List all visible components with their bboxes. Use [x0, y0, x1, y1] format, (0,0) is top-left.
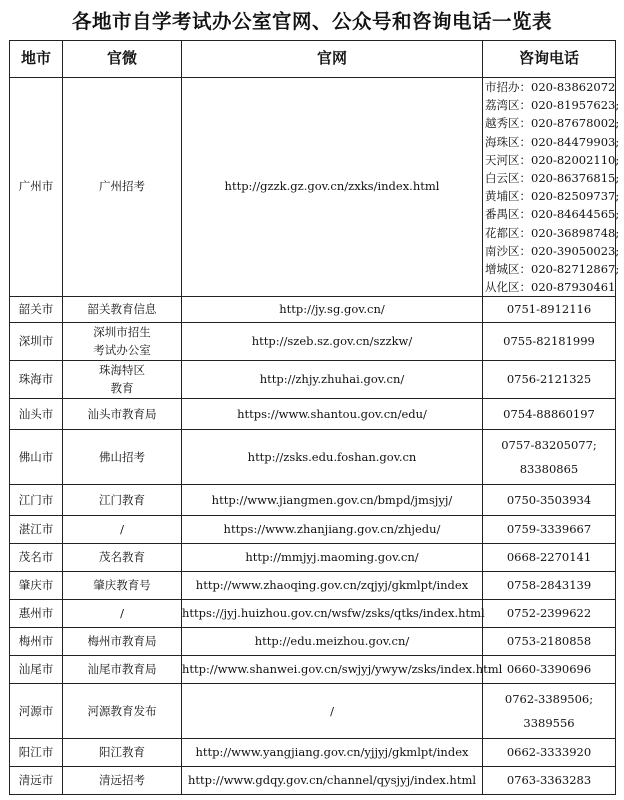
table-row [10, 297, 616, 323]
website-link[interactable]: http://szeb.sz.gov.cn/szzkw/ [182, 323, 483, 361]
city-cell: 佛山市 [10, 430, 63, 485]
wechat-line: 汕头市教育局 [87, 406, 157, 421]
table-row [10, 628, 616, 656]
city-cell: 河源市 [10, 684, 63, 739]
district-phone: 荔湾区：020-81957623; [485, 98, 620, 113]
wechat-cell [63, 430, 182, 485]
city-cell: 汕尾市 [10, 656, 63, 684]
website-link[interactable]: http://gzzk.gz.gov.cn/zxks/index.html [182, 78, 483, 297]
district-phone: 海珠区：020-84479903; [485, 134, 620, 149]
city-cell: 肇庆市 [10, 572, 63, 600]
district-phone: 市招办：020-83862072 [485, 80, 616, 94]
contact-table [9, 40, 620, 795]
wechat-line: 阳江教育 [99, 745, 145, 760]
phone-cell [483, 600, 616, 628]
wechat-cell [63, 600, 182, 628]
wechat-cell [63, 656, 182, 684]
wechat-line: 深圳市招生 [93, 325, 151, 340]
phone-cell [483, 684, 616, 739]
wechat-line: 河源教育发布 [87, 703, 157, 718]
city-cell: 阳江市 [10, 739, 63, 767]
table-row [10, 600, 616, 628]
website-link[interactable]: http://www.zhaoqing.gov.cn/zqjyj/gkmlpt/index [182, 572, 483, 600]
wechat-cell [63, 361, 182, 399]
wechat-cell [63, 399, 182, 430]
wechat-line: 江门教育 [99, 492, 145, 507]
district-phone: 增城区：020-82712867; [485, 262, 620, 277]
wechat-line: / [120, 606, 124, 621]
district-phone: 越秀区：020-87678002; [485, 116, 620, 131]
wechat-cell [63, 297, 182, 323]
phone-line: 0752-2399622 [506, 606, 592, 621]
website-link: / [182, 684, 483, 739]
website-link[interactable]: http://edu.meizhou.gov.cn/ [182, 628, 483, 656]
header-city: 地市 [10, 41, 63, 78]
table-row [10, 684, 616, 739]
wechat-cell [63, 684, 182, 739]
district-phone: 白云区：020-86376815; [485, 171, 620, 186]
phone-line: 0754-88860197 [503, 406, 595, 421]
website-link[interactable]: http://www.jiangmen.gov.cn/bmpd/jmsjyj/ [182, 485, 483, 516]
wechat-cell [63, 323, 182, 361]
header-row [10, 41, 616, 78]
phone-line: 0660-3390696 [506, 662, 592, 677]
phone-line: 0668-2270141 [506, 550, 592, 565]
wechat-cell [63, 628, 182, 656]
website-link[interactable]: https://www.shantou.gov.cn/edu/ [182, 399, 483, 430]
city-cell: 深圳市 [10, 323, 63, 361]
table-row [10, 361, 616, 399]
phone-cell [483, 361, 616, 399]
city-cell: 惠州市 [10, 600, 63, 628]
district-phone-list [483, 78, 620, 296]
phone-cell [483, 739, 616, 767]
table-row [10, 430, 616, 485]
phone-line: 0662-3333920 [506, 745, 592, 760]
wechat-line: 汕尾市教育局 [87, 662, 157, 677]
wechat-cell [63, 572, 182, 600]
phone-cell [483, 399, 616, 430]
phone-line: 83380865 [519, 462, 579, 477]
table-row [10, 656, 616, 684]
website-link[interactable]: http://jy.sg.gov.cn/ [182, 297, 483, 323]
table-row [10, 485, 616, 516]
district-phone: 黄埔区：020-82509737; [485, 189, 620, 204]
website-link[interactable]: http://www.yangjiang.gov.cn/yjjyj/gkmlpt/index [182, 739, 483, 767]
wechat-cell: 广州招考 [63, 78, 182, 297]
phone-cell [483, 78, 620, 297]
city-cell: 茂名市 [10, 544, 63, 572]
phone-cell [483, 485, 616, 516]
city-cell: 江门市 [10, 485, 63, 516]
wechat-line: 韶关教育信息 [87, 302, 157, 317]
district-phone: 从化区：020-87930461 [485, 280, 616, 295]
phone-line: 0751-8912116 [506, 302, 592, 317]
city-cell: 清远市 [10, 767, 63, 795]
city-cell: 汕头市 [10, 399, 63, 430]
city-cell: 珠海市 [10, 361, 63, 399]
wechat-cell [63, 767, 182, 795]
table-row [10, 544, 616, 572]
phone-line: 0756-2121325 [506, 372, 592, 387]
phone-cell [483, 572, 616, 600]
table-row [10, 516, 616, 544]
city-cell: 梅州市 [10, 628, 63, 656]
table-row [10, 399, 616, 430]
table-row-guangzhou [10, 78, 616, 297]
header-wechat: 官微 [63, 41, 182, 78]
phone-line: 0757-83205077; [501, 438, 597, 453]
city-cell: 广州市 [10, 78, 63, 297]
wechat-line: 考试办公室 [93, 342, 151, 357]
phone-line: 0762-3389506; [504, 692, 594, 707]
website-link[interactable]: http://zhjy.zhuhai.gov.cn/ [182, 361, 483, 399]
website-link[interactable]: http://mmjyj.maoming.gov.cn/ [182, 544, 483, 572]
phone-cell [483, 628, 616, 656]
phone-cell [483, 516, 616, 544]
header-phone: 咨询电话 [483, 41, 616, 78]
district-phone: 天河区：020-82002110; [485, 152, 620, 167]
phone-cell [483, 767, 616, 795]
wechat-line: 珠海特区 [99, 363, 145, 378]
district-phone: 番禺区：020-84644565; [485, 207, 620, 222]
website-link[interactable]: https://www.zhanjiang.gov.cn/zhjedu/ [182, 516, 483, 544]
phone-line: 0750-3503934 [506, 492, 592, 507]
wechat-cell [63, 516, 182, 544]
wechat-cell [63, 544, 182, 572]
wechat-line: 教育 [110, 380, 134, 395]
city-cell: 韶关市 [10, 297, 63, 323]
website-link[interactable]: http://www.gdqy.gov.cn/channel/qysjyj/index.html [182, 767, 483, 795]
table-row [10, 767, 616, 795]
wechat-cell [63, 485, 182, 516]
table-row [10, 739, 616, 767]
phone-cell [483, 323, 616, 361]
website-link[interactable]: https://jyj.huizhou.gov.cn/wsfw/zsks/qtks/index.html [182, 600, 483, 628]
phone-line: 0759-3339667 [506, 522, 592, 537]
phone-line: 3389556 [523, 716, 575, 731]
wechat-line: 茂名教育 [99, 550, 145, 565]
wechat-line: 佛山招考 [99, 449, 145, 464]
wechat-cell [63, 739, 182, 767]
phone-cell [483, 297, 616, 323]
city-cell: 湛江市 [10, 516, 63, 544]
wechat-line: 清远招考 [99, 773, 145, 788]
wechat-line: 梅州市教育局 [87, 634, 157, 649]
phone-cell [483, 544, 616, 572]
phone-line: 0763-3363283 [506, 773, 592, 788]
wechat-line: / [120, 522, 124, 537]
website-link[interactable]: http://www.shanwei.gov.cn/swjyj/ywyw/zsks/index.html [182, 656, 483, 684]
phone-line: 0758-2843139 [506, 578, 592, 593]
wechat-line: 肇庆教育号 [93, 578, 151, 593]
website-link[interactable]: http://zsks.edu.foshan.gov.cn [182, 430, 483, 485]
table-row [10, 323, 616, 361]
district-phone: 花都区：020-36898748; [485, 225, 620, 240]
phone-cell [483, 430, 616, 485]
district-phone: 南沙区：020-39050023; [485, 243, 620, 258]
phone-line: 0755-82181999 [503, 334, 595, 349]
header-website: 官网 [182, 41, 483, 78]
phone-cell [483, 656, 616, 684]
phone-line: 0753-2180858 [506, 634, 592, 649]
table-row [10, 572, 616, 600]
page-title: 各地市自学考试办公室官网、公众号和咨询电话一览表 [71, 10, 552, 33]
